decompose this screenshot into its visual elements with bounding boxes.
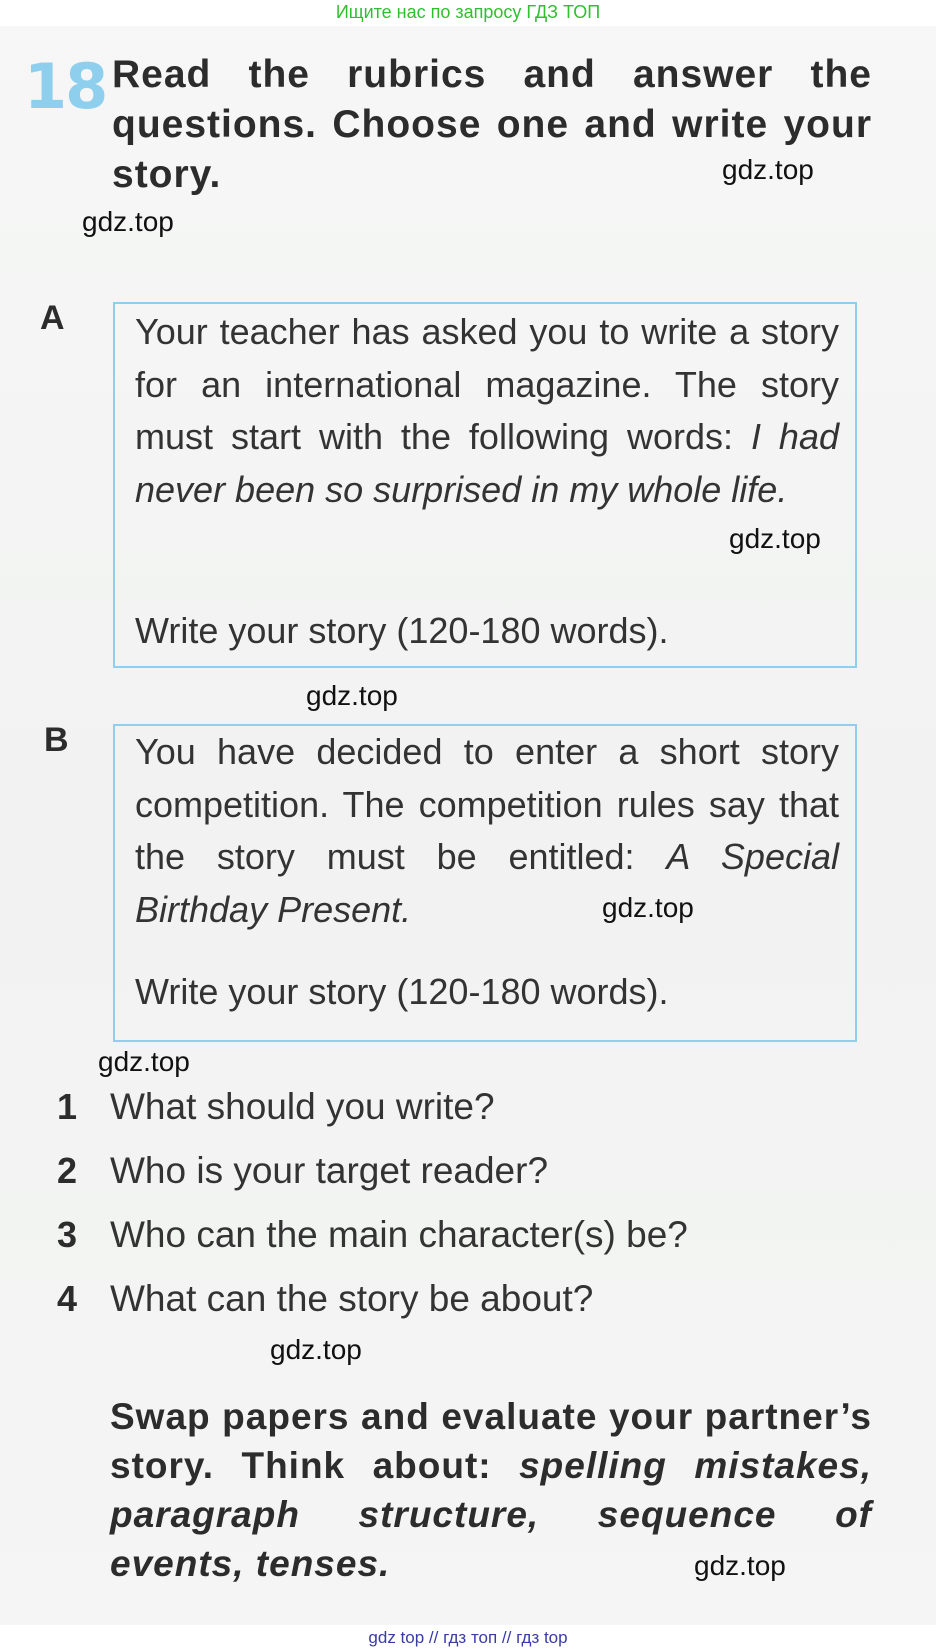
- question-number: 4: [56, 1278, 78, 1319]
- question-number: 1: [56, 1086, 78, 1127]
- task-a-text: [135, 306, 839, 516]
- task-a-instruction: Write your story (120-180 words).: [135, 610, 669, 651]
- task-b-instruction: Write your story (120-180 words).: [135, 971, 669, 1012]
- task-a-box: [113, 302, 857, 668]
- closing-text-plain: Swap papers and evaluate your partner’s story. Think about:: [110, 1396, 872, 1486]
- watermark: gdz.top: [82, 206, 174, 237]
- question-number: 3: [56, 1214, 78, 1255]
- watermark: gdz.top: [722, 154, 814, 185]
- watermark: gdz.top: [694, 1550, 786, 1581]
- question-number: 2: [56, 1150, 78, 1191]
- watermark: gdz.top: [270, 1334, 362, 1365]
- watermark: gdz.top: [729, 523, 821, 554]
- exercise-number: 18: [24, 50, 107, 123]
- question-text: What can the story be about?: [110, 1278, 594, 1319]
- exercise-heading: Read the rubrics and answer the questions. Choose one and write your story.: [112, 53, 872, 196]
- question-text: Who is your target reader?: [110, 1150, 549, 1191]
- top-banner[interactable]: Ищите нас по запросу ГДЗ ТОП: [0, 0, 936, 26]
- watermark: gdz.top: [602, 892, 694, 923]
- question-text: Who can the main character(s) be?: [110, 1214, 688, 1255]
- task-b-letter: B: [44, 721, 69, 759]
- task-b-text-italic: A Special Birthday Present.: [135, 836, 839, 930]
- watermark: gdz.top: [306, 680, 398, 711]
- task-a-text-plain: Your teacher has asked you to write a story for an international magazine. The story must start with the following words:: [135, 311, 839, 457]
- task-a-text-italic: I had never been so surprised in my whole life.: [135, 416, 839, 510]
- watermark: gdz.top: [98, 1046, 190, 1077]
- closing-text-italic: spelling mistakes, paragraph structure, sequence of events, tenses.: [110, 1445, 872, 1584]
- task-b-text-plain: You have decided to enter a short story competition. The competition rules say that the story must be entitled:: [135, 731, 839, 877]
- footer-links[interactable]: gdz top // гдз топ // гдз top: [0, 1625, 936, 1651]
- task-b-text: [135, 726, 839, 936]
- question-text: What should you write?: [110, 1086, 495, 1127]
- task-a-letter: A: [40, 299, 65, 337]
- task-b-box: [113, 724, 857, 1042]
